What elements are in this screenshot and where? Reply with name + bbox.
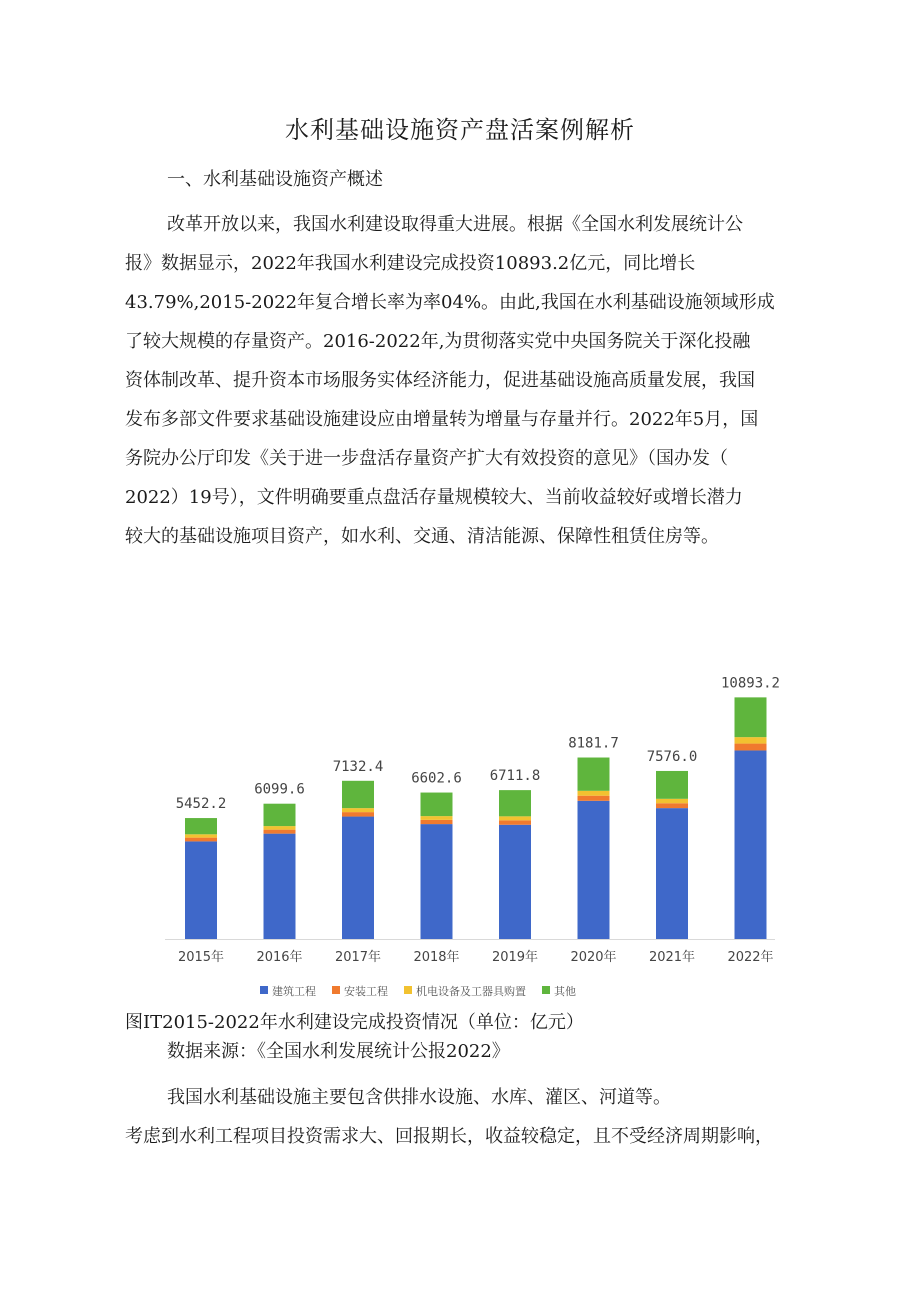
bar-segment (342, 808, 374, 812)
legend-swatch (542, 986, 550, 994)
investment-chart-svg (165, 655, 785, 1010)
bar-segment (578, 796, 610, 801)
legend-label: 机电设备及工器具购置 (416, 985, 526, 998)
bar-segment (656, 808, 688, 939)
legend-label: 其他 (554, 985, 576, 998)
legend-label: 建筑工程 (272, 985, 316, 998)
bar-segment (735, 750, 767, 939)
bar-segment (342, 781, 374, 808)
x-tick-label: 2022年 (727, 950, 774, 965)
bar-segment (342, 812, 374, 816)
bar-segment (185, 841, 217, 939)
bar-segment (735, 697, 767, 737)
bar-segment (735, 744, 767, 751)
bar-segment (185, 838, 217, 842)
bar-segment (656, 771, 688, 799)
paragraph-2 (125, 1083, 825, 1161)
bar-segment (499, 790, 531, 816)
paragraph-line: 资体制改革、提升资本市场服务实体经济能力，促进基础设施高质量发展，我国 (125, 370, 755, 391)
x-tick-label: 2015年 (177, 950, 225, 965)
bar-segment (185, 834, 217, 837)
data-label: 7132.4 (332, 758, 384, 775)
paragraph-1 (125, 210, 825, 561)
legend-swatch (404, 986, 412, 994)
x-tick-label: 2020年 (570, 950, 617, 965)
bar-segment (578, 758, 610, 791)
data-label: 10893.2 (720, 675, 781, 692)
bar-segment (342, 817, 374, 939)
bar-segment (578, 791, 610, 796)
paragraph-line: 了较大规模的存量资产。2016-2022年,为贯彻落实党中央国务院关于深化投融 (125, 331, 751, 352)
bar-segment (421, 816, 453, 820)
paragraph-line: 考虑到水利工程项目投资需求大、回报期长，收益较稳定，且不受经济周期影响， (125, 1126, 773, 1147)
data-label: 6711.8 (489, 768, 541, 785)
paragraph-line: 报》数据显示，2022年我国水利建设完成投资10893.2亿元，同比增长 (125, 253, 696, 274)
figure-source: 数据来源：《全国水利发展统计公报2022》 (167, 1041, 510, 1062)
investment-chart (165, 655, 785, 1010)
paragraph-line: 发布多部文件要求基础设施建设应由增量转为增量与存量并行。2022年5月，国 (125, 409, 759, 430)
figure-caption: 图IT2015-2022年水利建设完成投资情况（单位：亿元） (125, 1012, 584, 1033)
data-label: 5452.2 (175, 796, 227, 813)
data-label: 6602.6 (411, 770, 462, 787)
x-tick-label: 2016年 (256, 950, 303, 965)
bar-segment (264, 834, 296, 939)
paragraph-line: 务院办公厅印发《关于进一步盘活存量资产扩大有效投资的意见》（国办发（ (125, 448, 728, 469)
x-tick-label: 2019年 (491, 950, 539, 965)
data-label: 6099.6 (254, 781, 305, 798)
paragraph-line: 我国水利基础设施主要包含供排水设施、水库、灌区、河道等。 (167, 1087, 671, 1108)
x-tick-label: 2021年 (648, 950, 696, 965)
bar-segment (264, 826, 296, 830)
x-tick-label: 2018年 (413, 950, 460, 965)
bar-segment (499, 825, 531, 939)
document-title: 水利基础设施资产盘活案例解析 (285, 116, 635, 144)
section-heading: 一、水利基础设施资产概述 (167, 169, 383, 190)
paragraph-line: 改革开放以来，我国水利建设取得重大进展。根据《全国水利发展统计公 (167, 214, 743, 235)
bar-segment (421, 793, 453, 817)
x-tick-label: 2017年 (334, 950, 382, 965)
bar-segment (421, 820, 453, 824)
legend-swatch (332, 986, 340, 994)
paragraph-line: 43.79%,2015-2022年复合增长率为率04%。由此,我国在水利基础设施领域形成 (125, 292, 775, 313)
bar-segment (499, 816, 531, 820)
data-label: 7576.0 (646, 748, 698, 765)
bar-segment (656, 799, 688, 803)
bar-segment (578, 801, 610, 939)
data-label: 8181.7 (568, 735, 619, 752)
legend-swatch (260, 986, 268, 994)
legend-label: 安装工程 (344, 985, 388, 998)
bar-segment (656, 803, 688, 808)
bar-segment (264, 804, 296, 826)
paragraph-line: 较大的基础设施项目资产，如水利、交通、清洁能源、保障性租赁住房等。 (125, 526, 719, 547)
bar-segment (421, 824, 453, 939)
paragraph-line: 2022）19号），文件明确要重点盘活存量规模较大、当前收益较好或增长潜力 (125, 487, 743, 508)
bar-segment (264, 830, 296, 834)
bar-segment (499, 820, 531, 824)
bar-segment (735, 737, 767, 743)
bar-segment (185, 818, 217, 834)
